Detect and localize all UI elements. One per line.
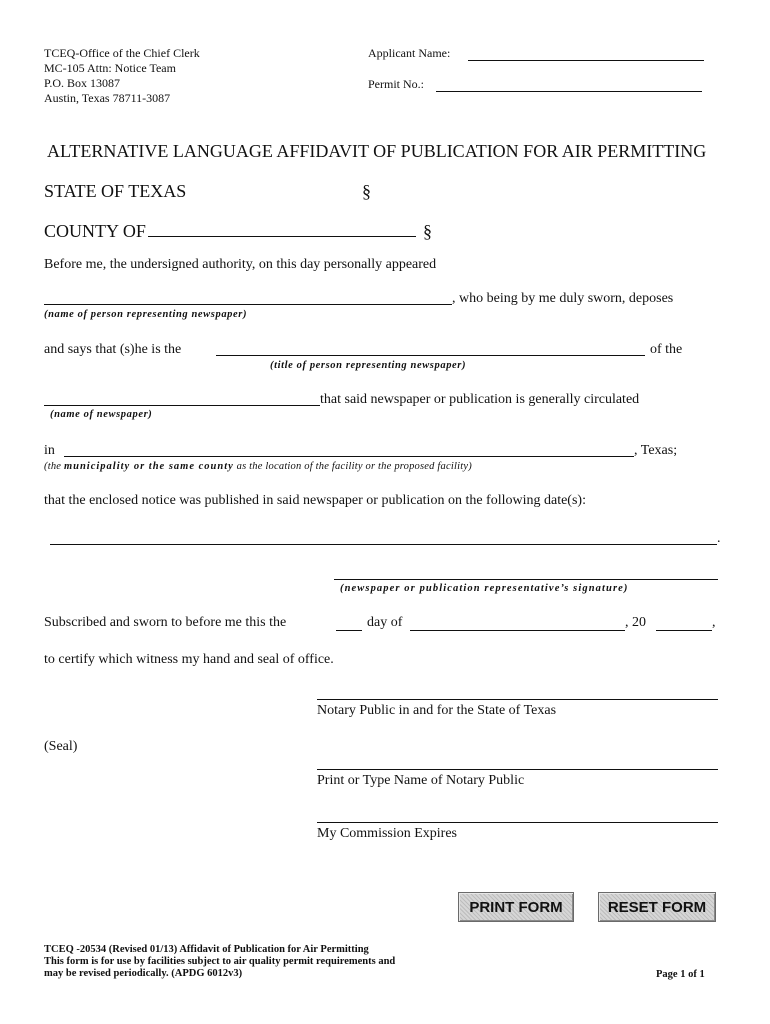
texas-label: , Texas; [634, 443, 678, 458]
caption-bold: municipality or the same county [63, 461, 234, 472]
says-that-text: and says that (s)he is the [44, 342, 182, 357]
seal-label: (Seal) [44, 739, 78, 754]
month-field[interactable] [410, 630, 625, 631]
publication-dates-field[interactable] [50, 544, 717, 545]
newspaper-name-field[interactable] [44, 405, 320, 406]
person-title-field[interactable] [216, 355, 645, 356]
print-name-label: Print or Type Name of Notary Public [317, 773, 525, 788]
notary-public-label: Notary Public in and for the State of Texas [317, 703, 557, 718]
permit-number-label: Permit No.: [368, 77, 424, 91]
person-name-caption: (name of person representing newspaper) [44, 309, 248, 320]
enclosed-notice-text: that the enclosed notice was published in said newspaper or publication on the following date(s): [44, 493, 586, 508]
commission-expires-field[interactable] [317, 822, 718, 823]
year-suffix: , [712, 615, 716, 630]
day-field[interactable] [336, 630, 362, 631]
reset-form-button[interactable]: RESET FORM [598, 892, 716, 922]
print-form-button[interactable]: PRINT FORM [458, 892, 574, 922]
form-footer [44, 944, 395, 980]
day-of-text: day of [367, 615, 403, 630]
newspaper-name-caption: (name of newspaper) [50, 409, 153, 420]
address-line: Austin, Texas 78711-3087 [44, 91, 171, 105]
applicant-name-field[interactable] [468, 60, 704, 61]
caption-open: (the [44, 461, 64, 472]
form-title: ALTERNATIVE LANGUAGE AFFIDAVIT OF PUBLICATION FOR AIR PERMITTING [47, 141, 707, 161]
before-me-text: Before me, the undersigned authority, on this day personally appeared [44, 257, 437, 272]
municipality-field[interactable] [64, 456, 634, 457]
office-address [44, 46, 200, 106]
notary-name-field[interactable] [317, 769, 718, 770]
deposes-text: , who being by me duly sworn, deposes [452, 291, 674, 306]
footer-line: may be revised periodically. (APDG 6012v3) [44, 968, 243, 979]
state-label: STATE OF TEXAS [44, 181, 187, 201]
person-title-caption: (title of person representing newspaper) [270, 360, 467, 371]
permit-number-field[interactable] [436, 91, 702, 92]
county-label: COUNTY OF [44, 221, 146, 241]
signature-caption: (newspaper or publication representative’s signature) [340, 583, 629, 594]
circulated-text: that said newspaper or publication is generally circulated [320, 392, 640, 407]
applicant-name-label: Applicant Name: [368, 46, 451, 60]
dates-period: . [717, 531, 721, 546]
commission-expires-label: My Commission Expires [317, 826, 458, 841]
county-field[interactable] [148, 236, 416, 237]
section-symbol: § [362, 181, 371, 201]
notary-signature-field[interactable] [317, 699, 718, 700]
municipality-caption [44, 461, 472, 472]
signature-field[interactable] [334, 579, 718, 580]
certify-text: to certify which witness my hand and seal of office. [44, 652, 334, 667]
footer-line: This form is for use by facilities subject to air quality permit requirements and [44, 956, 396, 967]
year-field[interactable] [656, 630, 712, 631]
subscribed-text: Subscribed and sworn to before me this the [44, 615, 287, 630]
in-label: in [44, 443, 55, 458]
of-the-text: of the [650, 342, 683, 357]
footer-line: TCEQ -20534 (Revised 01/13) Affidavit of Publication for Air Permitting [44, 944, 369, 955]
caption-rest: as the location of the facility or the proposed facility) [233, 461, 472, 472]
year-prefix: , 20 [625, 615, 646, 630]
section-symbol: § [423, 221, 432, 241]
address-line: P.O. Box 13087 [44, 76, 121, 90]
address-line: TCEQ-Office of the Chief Clerk [44, 46, 200, 60]
address-line: MC-105 Attn: Notice Team [44, 61, 176, 75]
person-name-field[interactable] [44, 304, 452, 305]
page-number: Page 1 of 1 [656, 969, 705, 980]
